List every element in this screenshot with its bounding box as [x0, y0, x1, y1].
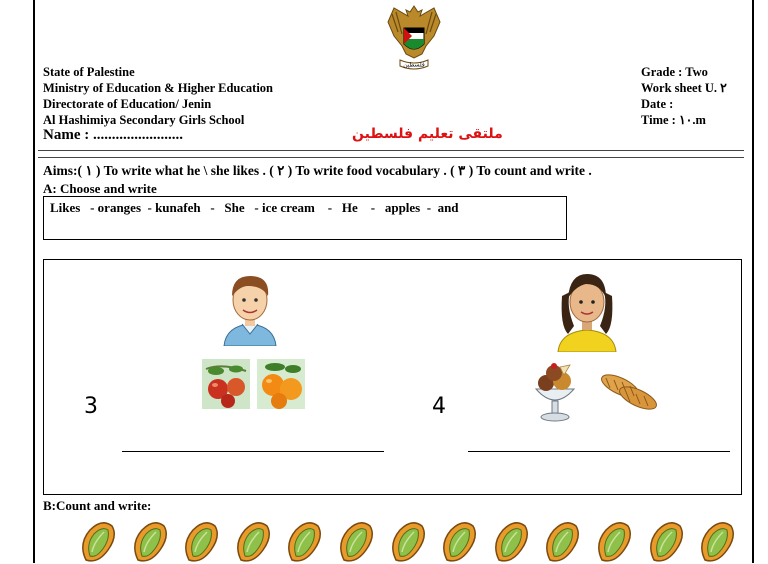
- pistachio-icon: [542, 520, 582, 564]
- ministry-line: Ministry of Education & Higher Education: [43, 81, 273, 95]
- oranges-image-icon: [257, 359, 305, 409]
- exercise-number-3: 3: [84, 394, 98, 419]
- girl-illustration-icon: [552, 266, 622, 352]
- pistachio-icon: [181, 520, 221, 564]
- directorate-line: Directorate of Education/ Jenin: [43, 97, 212, 111]
- pistachio-icon: [439, 520, 479, 564]
- palestine-emblem-icon: [384, 2, 444, 76]
- boy-illustration-icon: [218, 268, 282, 346]
- apples-image-icon: [202, 359, 250, 409]
- time-line: Time : ١٠.m: [641, 113, 706, 127]
- grade-line: Grade : Two: [641, 65, 708, 79]
- forum-watermark-text: ملتقى تعليم فلسطين: [352, 126, 503, 142]
- emblem-caption: فلسطين: [403, 61, 425, 69]
- pistachio-icon: [594, 520, 634, 564]
- pistachio-icon: [491, 520, 531, 564]
- pistachio-icon: [388, 520, 428, 564]
- name-field[interactable]: Name : ........................: [43, 127, 183, 143]
- answer-line-3[interactable]: [122, 451, 384, 452]
- school-info: [43, 64, 273, 128]
- date-line: Date :: [641, 97, 674, 111]
- kunafeh-image-icon: [596, 366, 662, 418]
- answer-line-4[interactable]: [468, 451, 730, 452]
- school-line: Al Hashimiya Secondary Girls School: [43, 113, 245, 127]
- pistachio-icon: [78, 520, 118, 564]
- pistachio-icon: [697, 520, 737, 564]
- worksheet-info: [641, 64, 727, 128]
- section-b-title: B:Count and write:: [43, 498, 152, 513]
- section-a-title: A: Choose and write: [43, 181, 157, 196]
- double-divider: [38, 150, 744, 158]
- pistachio-icon: [646, 520, 686, 564]
- exercise-number-4: 4: [432, 394, 446, 419]
- pistachio-icon: [130, 520, 170, 564]
- word-bank-text: Likes - oranges - kunafeh - She - ice cream - He - apples - and: [50, 200, 459, 215]
- ice-cream-image-icon: [530, 361, 580, 423]
- worksheet-line: Work sheet U. ٢: [641, 81, 727, 95]
- state-line: State of Palestine: [43, 65, 135, 79]
- word-bank-box: [43, 196, 567, 240]
- aims-text: Aims:( ١ ) To write what he \ she likes . ( ٢ ) To write food vocabulary . ( ٣ ) To count and write .: [43, 163, 592, 178]
- pistachio-icon: [233, 520, 273, 564]
- pistachio-icon: [284, 520, 324, 564]
- pistachio-icon: [336, 520, 376, 564]
